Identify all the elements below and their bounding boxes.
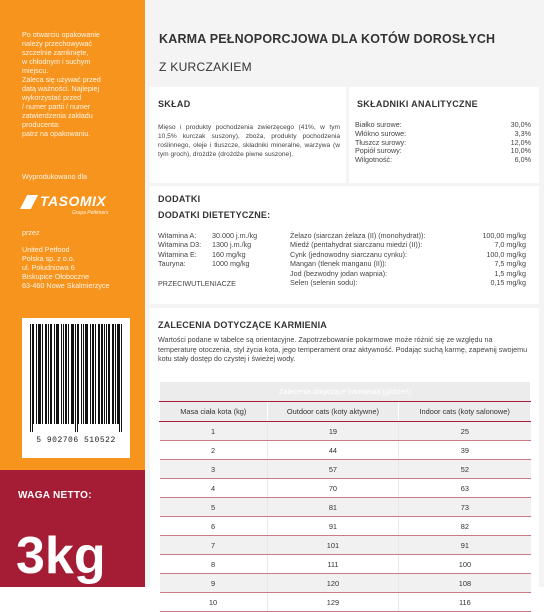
storage-line: szczelnie zamknięte, bbox=[22, 48, 89, 57]
barcode-bar bbox=[77, 324, 78, 432]
net-weight-block bbox=[0, 470, 145, 587]
barcode bbox=[22, 318, 130, 458]
barcode-bar bbox=[33, 324, 34, 424]
feeding-table-row bbox=[160, 498, 531, 517]
product-title: KARMA PEŁNOPORCJOWA DLA KOTÓW DOROSŁYCH bbox=[159, 32, 496, 46]
net-weight-label: WAGA NETTO: bbox=[18, 490, 92, 501]
indoor-cell: 91 bbox=[399, 536, 531, 555]
barcode-bar bbox=[36, 324, 37, 424]
producer-label: Wyprodukowano dla bbox=[22, 172, 88, 181]
mineral-value: 7,5 mg/kg bbox=[494, 259, 526, 269]
barcode-bar bbox=[119, 324, 120, 432]
storage-line: wykorzystać przed bbox=[22, 93, 82, 102]
storage-line: / numer partii / numer bbox=[22, 102, 91, 111]
manufacturer-address bbox=[22, 245, 137, 290]
weight-cell: 2 bbox=[160, 441, 268, 460]
storage-line: w chłodnym i suchym bbox=[22, 57, 91, 66]
barcode-bar bbox=[40, 324, 41, 424]
vitamin-name: Witamina A: bbox=[158, 231, 197, 240]
logo-mark-icon bbox=[20, 195, 38, 209]
feeding-table bbox=[159, 381, 531, 612]
outdoor-cell: 91 bbox=[267, 517, 399, 536]
barcode-bar bbox=[56, 324, 57, 424]
vitamin-value: 160 mg/kg bbox=[212, 249, 246, 259]
outdoor-cell: 70 bbox=[267, 479, 399, 498]
barcode-bar bbox=[72, 324, 73, 424]
barcode-bar bbox=[98, 324, 99, 424]
mineral-name: Selen (selenin sodu): bbox=[290, 278, 358, 288]
analytical-list bbox=[355, 121, 531, 165]
analytical-name: Tłuszcz surowy: bbox=[355, 137, 407, 147]
indoor-cell: 116 bbox=[399, 593, 531, 612]
feeding-table-caption: Zalecenia dotyczące karmienia (g/dzień) bbox=[160, 382, 531, 402]
storage-instructions bbox=[22, 30, 132, 138]
weight-cell: 4 bbox=[160, 479, 268, 498]
vitamin-row bbox=[158, 231, 280, 240]
analytical-name: Wilgotność: bbox=[355, 155, 393, 165]
feeding-table-row bbox=[160, 555, 531, 574]
analytical-value: 10,0% bbox=[510, 146, 531, 156]
indoor-cell: 100 bbox=[399, 555, 531, 574]
barcode-bar bbox=[38, 324, 39, 424]
outdoor-cell: 120 bbox=[267, 574, 399, 593]
vitamin-row bbox=[158, 240, 280, 249]
address-line: United Petfood bbox=[22, 245, 70, 254]
barcode-bar bbox=[57, 324, 58, 424]
barcode-bar bbox=[108, 324, 109, 424]
outdoor-cell: 57 bbox=[267, 460, 399, 479]
indoor-cell: 25 bbox=[399, 422, 531, 441]
barcode-bar bbox=[112, 324, 113, 424]
barcode-bar bbox=[102, 324, 103, 424]
analytical-row bbox=[355, 156, 531, 165]
barcode-bar bbox=[54, 324, 55, 424]
main-content bbox=[145, 0, 544, 607]
barcode-bar bbox=[75, 324, 76, 432]
column-header-indoor: Indoor cats (koty salonowe) bbox=[399, 402, 531, 422]
feeding-table-body bbox=[160, 422, 531, 612]
storage-line: producenta: bbox=[22, 120, 60, 129]
storage-line: miejscu. bbox=[22, 66, 49, 75]
analytical-value: 6,0% bbox=[514, 155, 531, 165]
feeding-panel bbox=[150, 308, 539, 607]
mineral-value: 100,00 mg/kg bbox=[482, 231, 526, 240]
barcode-bar bbox=[66, 324, 67, 424]
additives-heading: DODATKI bbox=[158, 194, 201, 204]
indoor-cell: 63 bbox=[399, 479, 531, 498]
barcode-bar bbox=[106, 324, 107, 424]
address-line: ul. Południowa 6 bbox=[22, 263, 75, 272]
analytical-name: Popiół surowy: bbox=[355, 146, 402, 156]
feeding-table-row bbox=[160, 422, 531, 441]
barcode-bar bbox=[30, 324, 31, 432]
barcode-bar bbox=[42, 324, 43, 424]
barcode-bar bbox=[95, 324, 96, 424]
analytical-name: Białko surowe: bbox=[355, 120, 402, 129]
analytical-value: 12,0% bbox=[510, 137, 531, 147]
mineral-row bbox=[290, 250, 526, 259]
barcode-bar bbox=[32, 324, 33, 432]
vitamin-row bbox=[158, 259, 280, 268]
feeding-table-row bbox=[160, 517, 531, 536]
vitamin-value: 30.000 j.m./kg bbox=[212, 231, 258, 240]
address-line: Biskupice Ołoboczne bbox=[22, 272, 90, 281]
antioxidants-label: PRZECIWUTLENIACZE bbox=[158, 279, 236, 288]
barcode-bar bbox=[51, 324, 52, 424]
barcode-bar bbox=[39, 324, 40, 424]
barcode-bar bbox=[101, 324, 102, 424]
barcode-bar bbox=[78, 324, 79, 424]
logo-subtext: Grupa Pettimers bbox=[72, 210, 109, 216]
barcode-bar bbox=[50, 324, 51, 424]
composition-heading: SKŁAD bbox=[158, 99, 191, 109]
product-subtitle: Z KURCZAKIEM bbox=[159, 60, 252, 74]
barcode-bars-icon bbox=[30, 324, 122, 432]
weight-cell: 6 bbox=[160, 517, 268, 536]
barcode-bar bbox=[99, 324, 100, 424]
indoor-cell: 82 bbox=[399, 517, 531, 536]
mineral-name: Żelazo (siarczan żelaza (II) (monohydrat)): bbox=[290, 231, 426, 240]
mineral-row bbox=[290, 278, 526, 287]
mineral-name: Mangan (tlenek manganu (II)): bbox=[290, 259, 387, 269]
feeding-table-row bbox=[160, 441, 531, 460]
mineral-value: 0,15 mg/kg bbox=[490, 278, 526, 288]
storage-line: Zaleca się używać przed bbox=[22, 75, 101, 84]
column-header-weight: Masa ciała kota (kg) bbox=[160, 402, 268, 422]
analytical-name: Włókno surowe: bbox=[355, 128, 407, 138]
vitamins-list bbox=[158, 231, 280, 269]
minerals-list bbox=[290, 231, 526, 287]
vitamin-name: Witamina D3: bbox=[158, 240, 202, 250]
vitamin-value: 1000 mg/kg bbox=[212, 259, 250, 269]
barcode-bar bbox=[73, 324, 74, 424]
storage-line: Po otwarciu opakowanie bbox=[22, 30, 100, 39]
barcode-bar bbox=[85, 324, 86, 424]
storage-line: datą ważności. Najlepiej bbox=[22, 84, 100, 93]
mineral-value: 100,0 mg/kg bbox=[486, 249, 526, 259]
barcode-bar bbox=[83, 324, 84, 424]
storage-line: patrz na opakowaniu. bbox=[22, 129, 91, 138]
outdoor-cell: 111 bbox=[267, 555, 399, 574]
weight-cell: 5 bbox=[160, 498, 268, 517]
barcode-bar bbox=[63, 324, 64, 424]
additives-subheading: DODATKI DIETETYCZNE: bbox=[158, 210, 271, 220]
mineral-row bbox=[290, 259, 526, 268]
feeding-table-row bbox=[160, 593, 531, 612]
barcode-bar bbox=[117, 324, 118, 424]
indoor-cell: 39 bbox=[399, 441, 531, 460]
composition-text: Mięso i produkty pochodzenia zwierzęcego (41%, w tym 10,5% kurczak suszony), zboża, produkty pochodzenia roślinnego, oleje i tłuszcze, składniki mineralne, warzywa (w tym groch), drożdże (drożdże piwne suszone). bbox=[158, 124, 340, 158]
barcode-bar bbox=[93, 324, 94, 424]
barcode-bar bbox=[71, 324, 72, 424]
column-header-outdoor: Outdoor cats (koty aktywne) bbox=[267, 402, 399, 422]
analytical-value: 3,3% bbox=[514, 128, 531, 138]
feeding-table-row bbox=[160, 574, 531, 593]
weight-cell: 8 bbox=[160, 555, 268, 574]
barcode-bar bbox=[46, 324, 47, 424]
outdoor-cell: 129 bbox=[267, 593, 399, 612]
weight-cell: 1 bbox=[160, 422, 268, 441]
tasomix-logo bbox=[20, 193, 128, 219]
vitamin-row bbox=[158, 250, 280, 259]
mineral-row bbox=[290, 231, 526, 240]
barcode-bar bbox=[68, 324, 69, 424]
feeding-heading: ZALECENIA DOTYCZĄCE KARMIENIA bbox=[158, 320, 327, 330]
vitamin-name: Tauryna: bbox=[158, 259, 186, 269]
net-weight-value: 3kg bbox=[16, 527, 106, 585]
outdoor-cell: 44 bbox=[267, 441, 399, 460]
feeding-description: Wartości podane w tabelce są orientacyjne. Zapotrzebowanie pokarmowe może różnić się ze względu na temperaturę otoczenia, styl życia kota, jego temperament oraz aktywność. Podając suchą karmę, zapewnij swojemu kotu stały dostęp do czystej i świeżej wody. bbox=[158, 335, 528, 363]
outdoor-cell: 19 bbox=[267, 422, 399, 441]
address-line: 63-460 Nowe Skalmierzyce bbox=[22, 281, 110, 290]
barcode-bar bbox=[81, 324, 82, 424]
barcode-bar bbox=[104, 324, 105, 424]
by-label: przez bbox=[22, 228, 40, 237]
vitamin-name: Witamina E: bbox=[158, 249, 197, 259]
barcode-bar bbox=[65, 324, 66, 424]
indoor-cell: 52 bbox=[399, 460, 531, 479]
barcode-number: 5 902706 510522 bbox=[36, 436, 116, 445]
feeding-table-row bbox=[160, 536, 531, 555]
barcode-bar bbox=[113, 324, 114, 424]
left-info-strip bbox=[0, 0, 145, 587]
mineral-value: 1,5 mg/kg bbox=[494, 268, 526, 278]
mineral-row bbox=[290, 240, 526, 249]
barcode-bar bbox=[86, 324, 87, 424]
feeding-table-row bbox=[160, 479, 531, 498]
barcode-bar bbox=[118, 324, 119, 424]
barcode-bar bbox=[92, 324, 93, 424]
analytical-value: 30,0% bbox=[510, 120, 531, 129]
barcode-bar bbox=[90, 324, 91, 424]
additives-panel bbox=[150, 186, 539, 304]
weight-cell: 9 bbox=[160, 574, 268, 593]
storage-line: należy przechowywać bbox=[22, 39, 92, 48]
mineral-name: Cynk (jednowodny siarczanu cynku): bbox=[290, 249, 408, 259]
barcode-bar bbox=[45, 324, 46, 424]
indoor-cell: 73 bbox=[399, 498, 531, 517]
barcode-bar bbox=[115, 324, 116, 424]
analytical-panel bbox=[349, 87, 539, 183]
analytical-heading: SKŁADNIKI ANALITYCZNE bbox=[357, 99, 478, 109]
feeding-table-row bbox=[160, 460, 531, 479]
barcode-bar bbox=[121, 324, 122, 432]
outdoor-cell: 101 bbox=[267, 536, 399, 555]
logo-text: TASOMIX bbox=[40, 193, 107, 209]
address-line: Polska sp. z o.o. bbox=[22, 254, 75, 263]
barcode-bar bbox=[87, 324, 88, 424]
barcode-bar bbox=[48, 324, 49, 424]
composition-panel bbox=[150, 87, 346, 183]
mineral-row bbox=[290, 269, 526, 278]
weight-cell: 10 bbox=[160, 593, 268, 612]
mineral-value: 7,0 mg/kg bbox=[494, 240, 526, 250]
storage-line: zatwierdzenia zakładu bbox=[22, 111, 93, 120]
vitamin-value: 1300 j.m./kg bbox=[212, 240, 252, 250]
outdoor-cell: 81 bbox=[267, 498, 399, 517]
weight-cell: 7 bbox=[160, 536, 268, 555]
barcode-bar bbox=[61, 324, 62, 424]
barcode-bar bbox=[58, 324, 59, 424]
indoor-cell: 108 bbox=[399, 574, 531, 593]
mineral-name: Jod (bezwodny jodan wapnia): bbox=[290, 268, 388, 278]
mineral-name: Miedź (pentahydrat siarczanu miedzi (II)): bbox=[290, 240, 423, 250]
barcode-bar bbox=[109, 324, 110, 424]
weight-cell: 3 bbox=[160, 460, 268, 479]
